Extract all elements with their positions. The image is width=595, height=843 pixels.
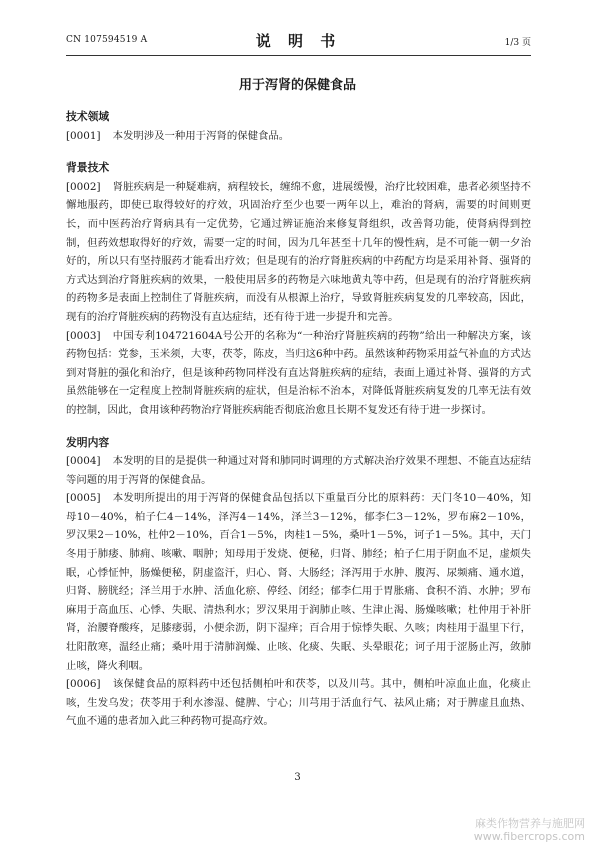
page-indicator: 1/3 页	[504, 38, 531, 48]
header-title: 说 明 书	[255, 32, 342, 50]
paragraph-number: [0001]	[66, 129, 101, 142]
paragraph	[66, 327, 531, 420]
document-title: 用于泻肾的保健食品	[238, 78, 356, 93]
paragraph	[66, 675, 531, 731]
paragraph-number: [0002]	[66, 180, 101, 193]
paragraph-text: 该保健食品的原料药中还包括侧柏叶和茯苓，以及川芎。其中，侧柏叶凉血止血，化痰止咳，生发乌发；茯苓用于利水渗湿、健脾、宁心；川芎用于活血行气、祛风止痛；对于脾虚且血热、气血不通的患者加入此三种药物可提高疗效。	[66, 678, 531, 728]
document-body	[66, 108, 531, 731]
paragraph-number: [0005]	[66, 492, 101, 505]
section-heading: 背景技术	[66, 161, 110, 175]
paragraph-text: 本发明涉及一种用于泻肾的保健食品。	[112, 129, 290, 142]
paragraph	[66, 127, 531, 146]
paragraph	[66, 489, 531, 675]
section-technical-field	[66, 108, 531, 145]
page-number: 3	[294, 772, 301, 783]
watermark-url: www.fibercrops.com	[473, 830, 585, 843]
patent-number: CN 107594519 A	[66, 35, 148, 45]
paragraph-number: [0004]	[66, 455, 101, 468]
paragraph-text: 本发明所提出的用于泻肾的保健食品包括以下重量百分比的原料药：天门冬10－40%，知母10－40%，柏子仁4－14%，泽泻4－14%，泽兰3－12%，郁李仁3－12%，罗布麻2－10%，罗汉果2－10%，杜仲2－10%，百合1－5%，肉桂1－5%，桑叶1－5%，诃子1－5%。其中，天门冬用于肺痿、肺痈、咳嗽、咽肿；知母用于发烧、便秘，归肾、肺经；柏子仁用于阴血不足，虚烦失眠，心悸怔忡，肠燥便秘，阴虚盗汗，归心、肾、大肠经；泽泻用于水肿、腹泻、尿频痛、通水道，归肾、膀胱经；泽兰用于水肿、活血化瘀、停经、闭经；郁李仁用于胃胀痛、食积不消、水肿；罗布麻用于高血压、心悸、失眠、清热利水；罗汉果用于润肺止咳、生津止渴、肠燥咳嗽；杜仲用于补肝肾，治腰脊酸疼，足膝痿弱，小便余沥，阴下湿痒；百合用于惊悸失眠、久咳；肉桂用于温里下行，壮阳散寒，温经止痛；桑叶用于清肺润燥、止咳、化痰、失眠、头晕眼花；诃子用于涩肠止泻，敛肺止咳，降火利咽。	[66, 492, 531, 672]
paragraph-text: 中国专利104721604A号公开的名称为“一种治疗肾脏疾病的药物”给出一种解决方案，该药物包括：党参，玉米须，大枣，茯苓，陈皮，当归这6种中药。虽然该种药物采用益气补血的方式达到对肾脏的强化和治疗，但是该种药物同样没有直达肾脏疾病的症结，表面上通过补肾、强肾的方式虽然能够在一定程度上控制肾脏疾病的症状，但是治标不治本，对降低肾脏疾病复发的几率无法有效的控制，因此，食用该种药物治疗肾脏疾病能否彻底治愈且长期不复发还有待于进一步探讨。	[66, 329, 531, 416]
watermark-site-name: 麻类作物营养与施肥网	[475, 817, 585, 830]
paragraph-number: [0003]	[66, 329, 101, 342]
watermark	[474, 817, 585, 843]
section-background	[66, 159, 531, 419]
page-header	[66, 30, 531, 50]
section-heading: 技术领域	[66, 110, 110, 123]
paragraph-number: [0006]	[66, 678, 101, 691]
paragraph-text: 肾脏疾病是一种疑难病，病程较长，缠绵不愈，进展缓慢，治疗比较困难，患者必须坚持不懈地服药，即使已取得较好的疗效，巩固治疗至少也要一两年以上，难治的肾病，需要的时间则更长，而中医药治疗肾病具有一定优势，它通过辨证施治来修复肾组织，改善肾功能，使肾病得到控制，但药效想取得好的疗效，需要一定的时间，因为几年甚至十几年的慢性病，是不可能一朝一夕治好的，所以只有坚持服药才能看出疗效；但是现有的治疗肾脏疾病的中药配方均是采用补肾、强肾的方式达到治疗肾脏疾病的效果，一般使用居多的药物是六味地黄丸等中药，但是现有的治疗肾脏疾病的药物多是表面上控制住了肾脏疾病，而没有从根源上治疗，导致肾脏疾病复发的几率较高，因此，现有的治疗肾脏疾病的药物没有直达症结，还有待于进一步提升和完善。	[66, 180, 531, 323]
paragraph	[66, 178, 531, 327]
header-divider	[66, 55, 531, 56]
section-heading: 发明内容	[66, 435, 110, 449]
paragraph	[66, 452, 531, 489]
paragraph-text: 本发明的目的是提供一种通过对肾和肺同时调理的方式解决治疗效果不理想、不能直达症结等问题的用于泻肾的保健食品。	[66, 455, 531, 486]
section-summary	[66, 434, 531, 732]
